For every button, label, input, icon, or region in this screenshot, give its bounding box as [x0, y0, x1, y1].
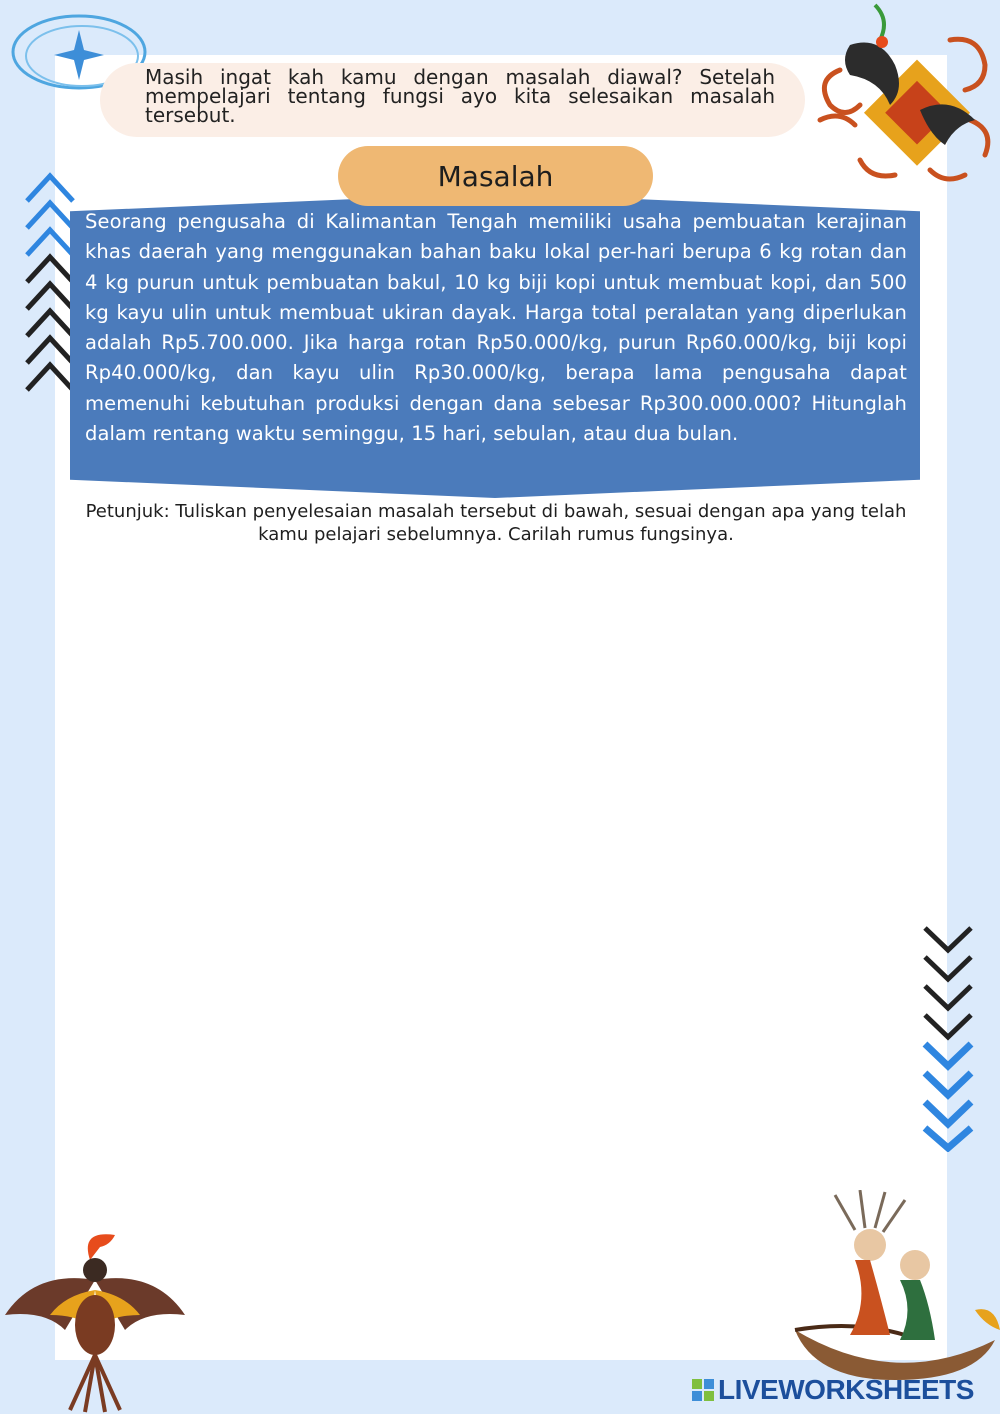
intro-text: Masih ingat kah kamu dengan masalah diawal? Setelah mempelajari tentang fungsi ayo kita selesaikan masalah tersebut. — [145, 65, 775, 127]
dayak-ornament-icon — [800, 0, 1000, 200]
liveworksheets-logo-icon — [692, 1379, 714, 1401]
problem-title: Masalah — [338, 146, 653, 206]
problem-text: Seorang pengusaha di Kalimantan Tengah memiliki usaha pembuatan kerajinan khas daerah yang menggunakan bahan baku lokal per-hari berupa 6 kg rotan dan 4 kg purun untuk pembuatan bakul, 10 kg biji kopi untuk membuat kopi, dan 500 kg kayu ulin untuk membuat ukiran dayak. Harga total peralatan yang diperlukan adalah Rp5.700.000. Jika harga rotan Rp50.000/kg, purun Rp60.000/kg, biji kopi Rp40.000/kg, dan kayu ulin Rp30.000/kg, berapa lama pengusaha dapat memenuhi kebutuhan produksi dengan dana sebesar Rp300.000.000? Hitunglah dalam rentang waktu seminggu, 15 hari, sebulan, atau dua bulan. — [85, 210, 907, 446]
liveworksheets-brand — [692, 1375, 974, 1405]
chevron-down-stack-icon — [920, 920, 976, 1152]
hint-text: Petunjuk: Tuliskan penyelesaian masalah tersebut di bawah, sesuai dengan apa yang telah kamu pelajari sebelumnya. Carilah rumus fungsinya. — [85, 501, 907, 545]
chevron-up-stack-icon — [22, 166, 78, 396]
brand-name: LIVEWORKSHEETS — [718, 1374, 974, 1405]
hornbill-bird-icon — [0, 1220, 190, 1414]
dayak-dancers-icon — [775, 1190, 1000, 1380]
